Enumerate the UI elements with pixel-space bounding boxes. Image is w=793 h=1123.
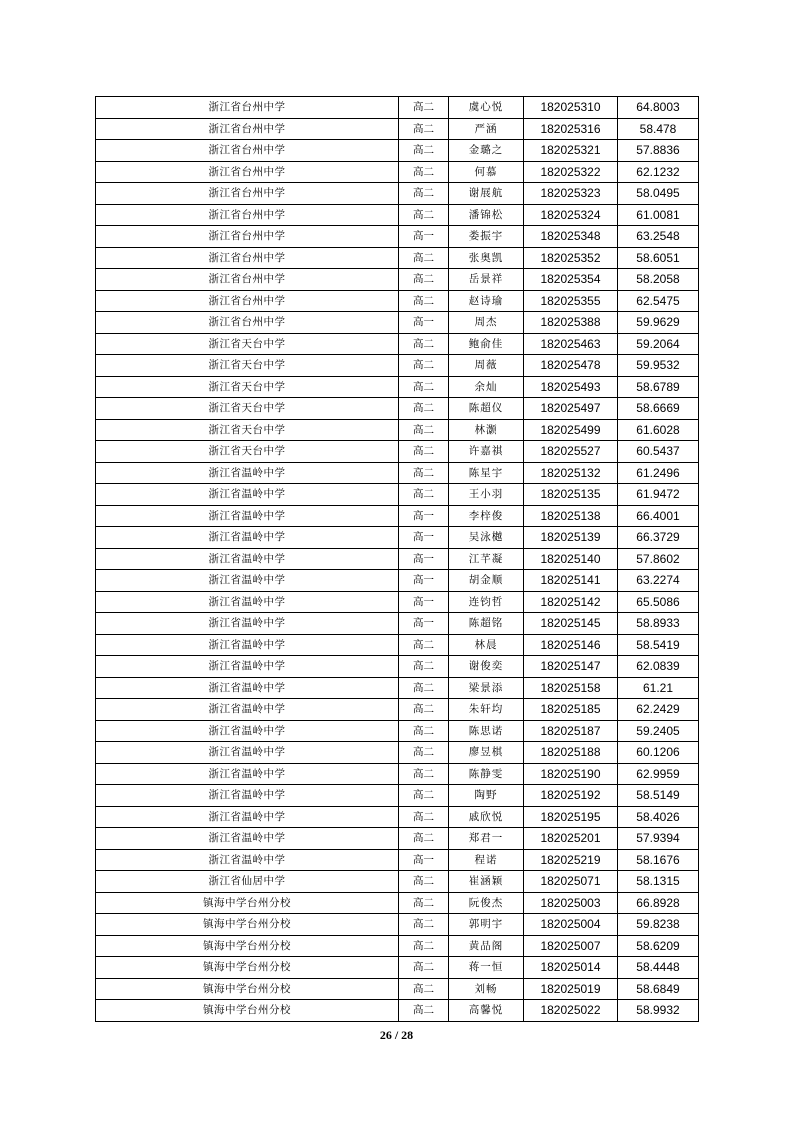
table-row <box>96 978 699 1000</box>
score-cell: 59.9629 <box>618 312 699 334</box>
student-id-cell: 182025190 <box>524 763 618 785</box>
school-cell: 浙江省温岭中学 <box>96 634 399 656</box>
grade-cell: 高二 <box>399 118 449 140</box>
student-name-cell: 谢展航 <box>449 183 524 205</box>
grade-cell: 高二 <box>399 140 449 162</box>
student-id-cell: 182025187 <box>524 720 618 742</box>
student-id-cell: 182025352 <box>524 247 618 269</box>
student-name-cell: 李梓俊 <box>449 505 524 527</box>
student-id-cell: 182025324 <box>524 204 618 226</box>
student-id-cell: 182025146 <box>524 634 618 656</box>
grade-cell: 高二 <box>399 871 449 893</box>
grade-cell: 高二 <box>399 656 449 678</box>
table-row <box>96 312 699 334</box>
score-cell: 58.9932 <box>618 1000 699 1022</box>
grade-cell: 高一 <box>399 849 449 871</box>
school-cell: 浙江省台州中学 <box>96 204 399 226</box>
table-row <box>96 570 699 592</box>
table-row <box>96 355 699 377</box>
grade-cell: 高一 <box>399 527 449 549</box>
grade-cell: 高二 <box>399 935 449 957</box>
student-name-cell: 陶野 <box>449 785 524 807</box>
school-cell: 浙江省温岭中学 <box>96 656 399 678</box>
school-cell: 浙江省台州中学 <box>96 312 399 334</box>
student-id-cell: 182025323 <box>524 183 618 205</box>
score-cell: 57.8836 <box>618 140 699 162</box>
student-name-cell: 崔涵颖 <box>449 871 524 893</box>
score-cell: 57.8602 <box>618 548 699 570</box>
student-name-cell: 王小羽 <box>449 484 524 506</box>
student-name-cell: 胡金顺 <box>449 570 524 592</box>
score-cell: 59.8238 <box>618 914 699 936</box>
student-name-cell: 陈星宇 <box>449 462 524 484</box>
results-table-body <box>96 97 699 1022</box>
score-cell: 58.6209 <box>618 935 699 957</box>
grade-cell: 高二 <box>399 914 449 936</box>
table-row <box>96 441 699 463</box>
student-name-cell: 周杰 <box>449 312 524 334</box>
student-id-cell: 182025527 <box>524 441 618 463</box>
table-row <box>96 183 699 205</box>
table-row <box>96 290 699 312</box>
table-row <box>96 828 699 850</box>
score-cell: 63.2274 <box>618 570 699 592</box>
grade-cell: 高二 <box>399 269 449 291</box>
grade-cell: 高一 <box>399 613 449 635</box>
grade-cell: 高二 <box>399 247 449 269</box>
student-name-cell: 虞心悦 <box>449 97 524 119</box>
student-id-cell: 182025195 <box>524 806 618 828</box>
student-id-cell: 182025158 <box>524 677 618 699</box>
table-row <box>96 935 699 957</box>
student-id-cell: 182025004 <box>524 914 618 936</box>
student-id-cell: 182025141 <box>524 570 618 592</box>
table-row <box>96 720 699 742</box>
score-cell: 60.5437 <box>618 441 699 463</box>
grade-cell: 高二 <box>399 290 449 312</box>
table-row <box>96 871 699 893</box>
table-row <box>96 591 699 613</box>
student-name-cell: 江芊凝 <box>449 548 524 570</box>
table-row <box>96 742 699 764</box>
grade-cell: 高二 <box>399 763 449 785</box>
student-name-cell: 郭明宇 <box>449 914 524 936</box>
student-name-cell: 林晨 <box>449 634 524 656</box>
score-cell: 58.5419 <box>618 634 699 656</box>
table-row <box>96 333 699 355</box>
score-cell: 58.6789 <box>618 376 699 398</box>
school-cell: 浙江省温岭中学 <box>96 505 399 527</box>
grade-cell: 高二 <box>399 441 449 463</box>
student-id-cell: 182025022 <box>524 1000 618 1022</box>
score-cell: 62.2429 <box>618 699 699 721</box>
score-cell: 58.6669 <box>618 398 699 420</box>
student-name-cell: 陈超铭 <box>449 613 524 635</box>
student-name-cell: 朱轩均 <box>449 699 524 721</box>
student-name-cell: 周薇 <box>449 355 524 377</box>
results-table <box>95 96 699 1022</box>
school-cell: 浙江省温岭中学 <box>96 570 399 592</box>
school-cell: 镇海中学台州分校 <box>96 978 399 1000</box>
school-cell: 浙江省台州中学 <box>96 226 399 248</box>
grade-cell: 高二 <box>399 699 449 721</box>
student-id-cell: 182025142 <box>524 591 618 613</box>
school-cell: 浙江省温岭中学 <box>96 806 399 828</box>
score-cell: 65.5086 <box>618 591 699 613</box>
student-id-cell: 182025348 <box>524 226 618 248</box>
school-cell: 浙江省温岭中学 <box>96 742 399 764</box>
school-cell: 浙江省温岭中学 <box>96 613 399 635</box>
grade-cell: 高一 <box>399 591 449 613</box>
score-cell: 58.0495 <box>618 183 699 205</box>
student-id-cell: 182025007 <box>524 935 618 957</box>
table-row <box>96 699 699 721</box>
student-name-cell: 鲍俞佳 <box>449 333 524 355</box>
grade-cell: 高二 <box>399 398 449 420</box>
school-cell: 浙江省天台中学 <box>96 355 399 377</box>
score-cell: 58.6849 <box>618 978 699 1000</box>
grade-cell: 高二 <box>399 355 449 377</box>
score-cell: 60.1206 <box>618 742 699 764</box>
school-cell: 浙江省天台中学 <box>96 333 399 355</box>
table-row <box>96 376 699 398</box>
student-name-cell: 余灿 <box>449 376 524 398</box>
school-cell: 浙江省温岭中学 <box>96 527 399 549</box>
table-row <box>96 806 699 828</box>
grade-cell: 高二 <box>399 828 449 850</box>
score-cell: 62.5475 <box>618 290 699 312</box>
student-name-cell: 梁景添 <box>449 677 524 699</box>
grade-cell: 高二 <box>399 785 449 807</box>
grade-cell: 高一 <box>399 570 449 592</box>
student-name-cell: 程诺 <box>449 849 524 871</box>
student-id-cell: 182025019 <box>524 978 618 1000</box>
student-id-cell: 182025463 <box>524 333 618 355</box>
student-name-cell: 陈静雯 <box>449 763 524 785</box>
school-cell: 浙江省温岭中学 <box>96 677 399 699</box>
score-cell: 62.9959 <box>618 763 699 785</box>
school-cell: 浙江省台州中学 <box>96 97 399 119</box>
grade-cell: 高一 <box>399 312 449 334</box>
school-cell: 浙江省台州中学 <box>96 269 399 291</box>
student-name-cell: 张奥凯 <box>449 247 524 269</box>
student-id-cell: 182025135 <box>524 484 618 506</box>
student-id-cell: 182025003 <box>524 892 618 914</box>
score-cell: 58.5149 <box>618 785 699 807</box>
score-cell: 58.6051 <box>618 247 699 269</box>
student-id-cell: 182025071 <box>524 871 618 893</box>
score-cell: 58.1315 <box>618 871 699 893</box>
table-row <box>96 548 699 570</box>
table-row <box>96 957 699 979</box>
school-cell: 浙江省温岭中学 <box>96 763 399 785</box>
grade-cell: 高二 <box>399 97 449 119</box>
student-name-cell: 戚欣悦 <box>449 806 524 828</box>
table-row <box>96 247 699 269</box>
grade-cell: 高二 <box>399 462 449 484</box>
table-row <box>96 161 699 183</box>
student-name-cell: 蒋一恒 <box>449 957 524 979</box>
score-cell: 58.4026 <box>618 806 699 828</box>
score-cell: 62.1232 <box>618 161 699 183</box>
student-id-cell: 182025322 <box>524 161 618 183</box>
table-row <box>96 1000 699 1022</box>
student-name-cell: 刘畅 <box>449 978 524 1000</box>
school-cell: 浙江省台州中学 <box>96 118 399 140</box>
grade-cell: 高二 <box>399 806 449 828</box>
table-row <box>96 656 699 678</box>
student-id-cell: 182025132 <box>524 462 618 484</box>
table-row <box>96 269 699 291</box>
table-row <box>96 634 699 656</box>
student-name-cell: 连钧哲 <box>449 591 524 613</box>
student-name-cell: 阮俊杰 <box>449 892 524 914</box>
score-cell: 61.0081 <box>618 204 699 226</box>
grade-cell: 高二 <box>399 419 449 441</box>
score-cell: 66.3729 <box>618 527 699 549</box>
school-cell: 浙江省温岭中学 <box>96 591 399 613</box>
student-id-cell: 182025147 <box>524 656 618 678</box>
grade-cell: 高二 <box>399 978 449 1000</box>
student-id-cell: 182025014 <box>524 957 618 979</box>
score-cell: 57.9394 <box>618 828 699 850</box>
student-name-cell: 廖昱棋 <box>449 742 524 764</box>
school-cell: 浙江省温岭中学 <box>96 720 399 742</box>
student-name-cell: 许嘉祺 <box>449 441 524 463</box>
score-cell: 58.2058 <box>618 269 699 291</box>
table-row <box>96 527 699 549</box>
grade-cell: 高一 <box>399 505 449 527</box>
page-number: 26 / 28 <box>379 1028 414 1042</box>
student-id-cell: 182025316 <box>524 118 618 140</box>
student-id-cell: 182025139 <box>524 527 618 549</box>
school-cell: 浙江省温岭中学 <box>96 849 399 871</box>
table-row <box>96 204 699 226</box>
score-cell: 61.2496 <box>618 462 699 484</box>
grade-cell: 高二 <box>399 376 449 398</box>
score-cell: 58.8933 <box>618 613 699 635</box>
score-cell: 58.1676 <box>618 849 699 871</box>
grade-cell: 高二 <box>399 161 449 183</box>
student-id-cell: 182025138 <box>524 505 618 527</box>
student-id-cell: 182025219 <box>524 849 618 871</box>
school-cell: 浙江省天台中学 <box>96 376 399 398</box>
table-row <box>96 763 699 785</box>
school-cell: 浙江省温岭中学 <box>96 484 399 506</box>
school-cell: 浙江省仙居中学 <box>96 871 399 893</box>
student-id-cell: 182025497 <box>524 398 618 420</box>
score-cell: 62.0839 <box>618 656 699 678</box>
table-row <box>96 226 699 248</box>
table-row <box>96 140 699 162</box>
score-cell: 66.4001 <box>618 505 699 527</box>
student-id-cell: 182025145 <box>524 613 618 635</box>
grade-cell: 高二 <box>399 1000 449 1022</box>
score-cell: 58.478 <box>618 118 699 140</box>
student-name-cell: 吴泳樾 <box>449 527 524 549</box>
school-cell: 镇海中学台州分校 <box>96 957 399 979</box>
student-id-cell: 182025493 <box>524 376 618 398</box>
grade-cell: 高二 <box>399 204 449 226</box>
student-name-cell: 谢俊奕 <box>449 656 524 678</box>
student-name-cell: 郑君一 <box>449 828 524 850</box>
school-cell: 浙江省温岭中学 <box>96 699 399 721</box>
table-row <box>96 677 699 699</box>
school-cell: 浙江省台州中学 <box>96 290 399 312</box>
student-id-cell: 182025354 <box>524 269 618 291</box>
school-cell: 浙江省温岭中学 <box>96 462 399 484</box>
student-name-cell: 金璐之 <box>449 140 524 162</box>
table-row <box>96 505 699 527</box>
student-id-cell: 182025192 <box>524 785 618 807</box>
grade-cell: 高一 <box>399 226 449 248</box>
school-cell: 镇海中学台州分校 <box>96 1000 399 1022</box>
student-id-cell: 182025140 <box>524 548 618 570</box>
grade-cell: 高二 <box>399 333 449 355</box>
student-id-cell: 182025201 <box>524 828 618 850</box>
table-row <box>96 914 699 936</box>
school-cell: 浙江省天台中学 <box>96 398 399 420</box>
school-cell: 浙江省天台中学 <box>96 441 399 463</box>
score-cell: 59.9532 <box>618 355 699 377</box>
score-cell: 59.2064 <box>618 333 699 355</box>
grade-cell: 高二 <box>399 742 449 764</box>
student-id-cell: 182025388 <box>524 312 618 334</box>
school-cell: 浙江省温岭中学 <box>96 548 399 570</box>
grade-cell: 高二 <box>399 484 449 506</box>
student-name-cell: 陈思诺 <box>449 720 524 742</box>
student-id-cell: 182025355 <box>524 290 618 312</box>
school-cell: 浙江省台州中学 <box>96 161 399 183</box>
student-id-cell: 182025185 <box>524 699 618 721</box>
table-row <box>96 613 699 635</box>
table-row <box>96 419 699 441</box>
score-cell: 59.2405 <box>618 720 699 742</box>
school-cell: 镇海中学台州分校 <box>96 892 399 914</box>
score-cell: 63.2548 <box>618 226 699 248</box>
school-cell: 浙江省温岭中学 <box>96 828 399 850</box>
student-id-cell: 182025499 <box>524 419 618 441</box>
student-id-cell: 182025478 <box>524 355 618 377</box>
school-cell: 浙江省台州中学 <box>96 140 399 162</box>
student-name-cell: 黄品阁 <box>449 935 524 957</box>
table-row <box>96 785 699 807</box>
school-cell: 浙江省温岭中学 <box>96 785 399 807</box>
school-cell: 浙江省台州中学 <box>96 247 399 269</box>
score-cell: 61.21 <box>618 677 699 699</box>
grade-cell: 高二 <box>399 183 449 205</box>
school-cell: 镇海中学台州分校 <box>96 914 399 936</box>
student-name-cell: 何慕 <box>449 161 524 183</box>
table-row <box>96 849 699 871</box>
grade-cell: 高二 <box>399 720 449 742</box>
score-cell: 66.8928 <box>618 892 699 914</box>
grade-cell: 高二 <box>399 957 449 979</box>
student-id-cell: 182025188 <box>524 742 618 764</box>
school-cell: 镇海中学台州分校 <box>96 935 399 957</box>
school-cell: 浙江省台州中学 <box>96 183 399 205</box>
grade-cell: 高二 <box>399 634 449 656</box>
student-name-cell: 潘锦松 <box>449 204 524 226</box>
table-row <box>96 484 699 506</box>
table-row <box>96 118 699 140</box>
student-name-cell: 岳景祥 <box>449 269 524 291</box>
school-cell: 浙江省天台中学 <box>96 419 399 441</box>
table-row <box>96 892 699 914</box>
grade-cell: 高一 <box>399 548 449 570</box>
table-row <box>96 462 699 484</box>
score-cell: 61.9472 <box>618 484 699 506</box>
grade-cell: 高二 <box>399 892 449 914</box>
student-name-cell: 严涵 <box>449 118 524 140</box>
student-name-cell: 高馨悦 <box>449 1000 524 1022</box>
score-cell: 58.4448 <box>618 957 699 979</box>
student-name-cell: 陈超仪 <box>449 398 524 420</box>
student-name-cell: 赵诗瑜 <box>449 290 524 312</box>
grade-cell: 高二 <box>399 677 449 699</box>
student-id-cell: 182025310 <box>524 97 618 119</box>
score-cell: 61.6028 <box>618 419 699 441</box>
student-id-cell: 182025321 <box>524 140 618 162</box>
student-name-cell: 林灏 <box>449 419 524 441</box>
table-row <box>96 398 699 420</box>
score-cell: 64.8003 <box>618 97 699 119</box>
table-row <box>96 97 699 119</box>
student-name-cell: 娄振宇 <box>449 226 524 248</box>
